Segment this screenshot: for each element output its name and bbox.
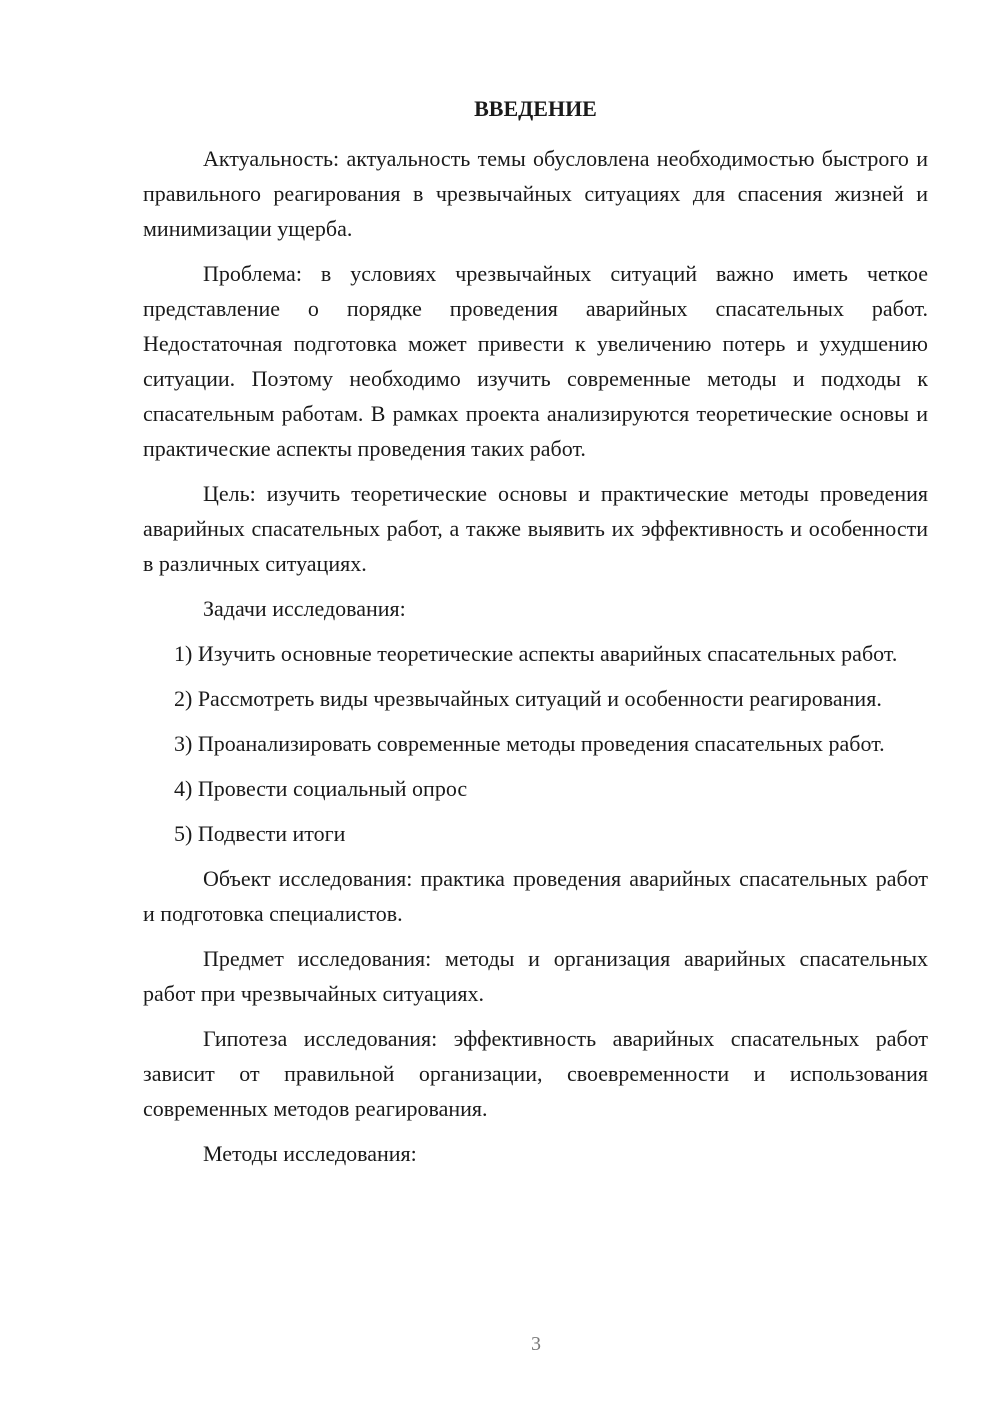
tasks-heading: Задачи исследования: <box>203 596 406 621</box>
object-paragraph: Объект исследования: практика проведения аварийных спасательных работ и подготовка специалистов. <box>143 866 928 926</box>
problem-paragraph: Проблема: в условиях чрезвычайных ситуаций важно иметь четкое представление о порядке проведения аварийных спасательных работ. Недостаточная подготовка может привести к увеличению потерь и ухудшению ситуации. Поэтому необходимо изучить современные методы и подходы к спасательным работам. В рамках проекта анализируются теоретические основы и практические аспекты проведения таких работ. <box>143 261 928 461</box>
methods-heading: Методы исследования: <box>203 1141 417 1166</box>
goal-paragraph: Цель: изучить теоретические основы и практические методы проведения аварийных спасательных работ, а также выявить их эффективность и особенности в различных ситуациях. <box>143 481 928 576</box>
section-title: ВВЕДЕНИЕ <box>474 96 597 121</box>
task-item-5: 5) Подвести итоги <box>174 821 346 846</box>
subject-paragraph: Предмет исследования: методы и организация аварийных спасательных работ при чрезвычайных ситуациях. <box>143 946 928 1006</box>
task-item-2: 2) Рассмотреть виды чрезвычайных ситуаций и особенности реагирования. <box>174 686 882 711</box>
document-body <box>143 94 928 1181</box>
hypothesis-paragraph: Гипотеза исследования: эффективность аварийных спасательных работ зависит от правильной организации, своевременности и использования современных методов реагирования. <box>143 1026 928 1121</box>
page-number: 3 <box>531 1333 541 1355</box>
task-item-1: 1) Изучить основные теоретические аспекты аварийных спасательных работ. <box>174 641 898 666</box>
task-item-4: 4) Провести социальный опрос <box>174 776 468 801</box>
relevance-paragraph: Актуальность: актуальность темы обусловлена необходимостью быстрого и правильного реагирования в чрезвычайных ситуациях для спасения жизней и минимизации ущерба. <box>143 146 928 241</box>
task-item-3: 3) Проанализировать современные методы проведения спасательных работ. <box>174 731 885 756</box>
